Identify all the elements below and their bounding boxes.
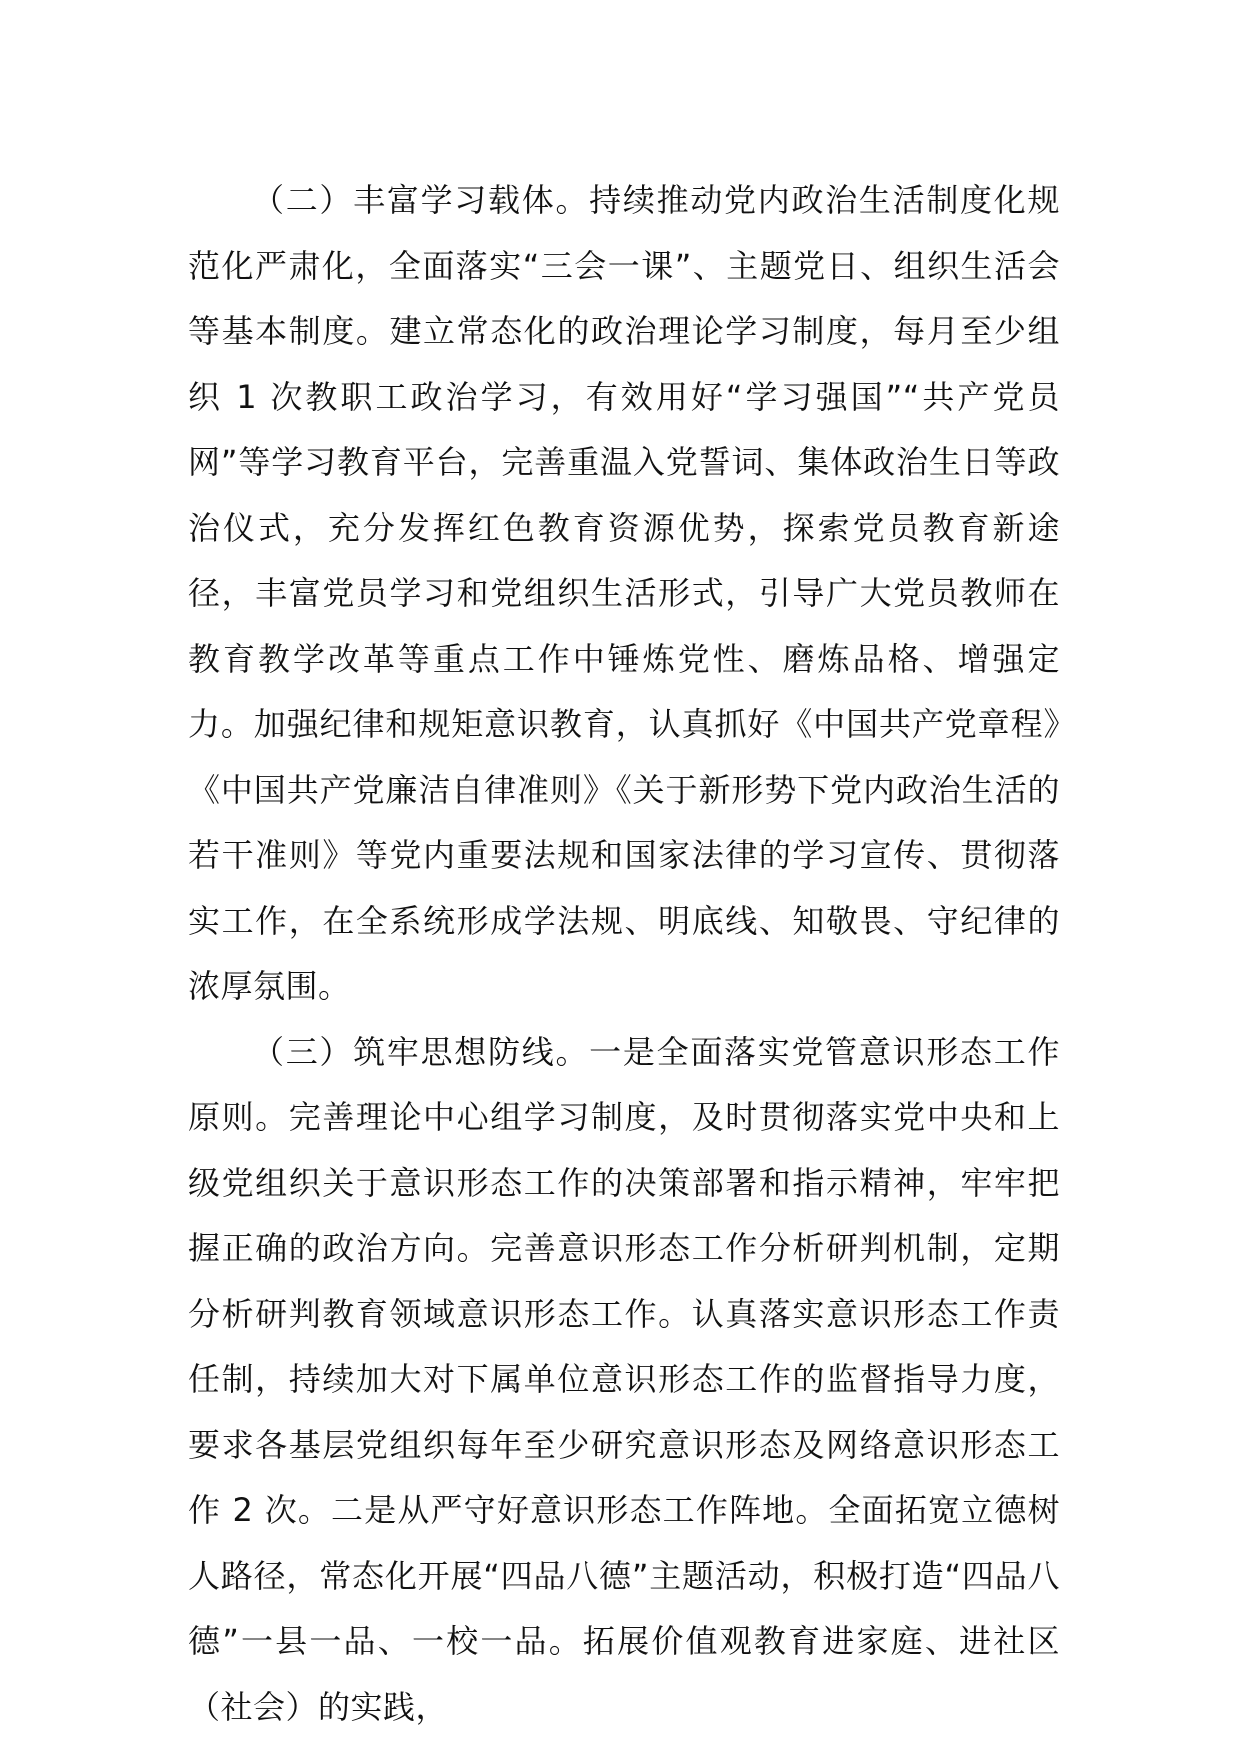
document-body <box>188 168 1060 1740</box>
paragraph-3-ideological-defense: （三）筑牢思想防线。一是全面落实党管意识形态工作原则。完善理论中心组学习制度，及时贯彻落实党中央和上级党组织关于意识形态工作的决策部署和指示精神，牢牢把握正确的政治方向。完善意识形态工作分析研判机制，定期分析研判教育领域意识形态工作。认真落实意识形态工作责任制，持续加大对下属单位意识形态工作的监督指导力度，要求各基层党组织每年至少研究意识形态及网络意识形态工作 2 次。二是从严守好意识形态工作阵地。全面拓宽立德树人路径，常态化开展“四品八德”主题活动，积极打造“四品八德”一县一品、一校一品。拓展价值观教育进家庭、进社区（社会）的实践， <box>188 1032 1060 1726</box>
paragraph-2-enrich-learning: （二）丰富学习载体。持续推动党内政治生活制度化规范化严肃化，全面落实“三会一课”、主题党日、组织生活会等基本制度。建立常态化的政治理论学习制度，每月至少组织 1 次教职工政治学习，有效用好“学习强国”“共产党员网”等学习教育平台，完善重温入党誓词、集体政治生日等政治仪式，充分发挥红色教育资源优势，探索党员教育新途径，丰富党员学习和党组织生活形式，引导广大党员教师在教育教学改革等重点工作中锤炼党性、磨炼品格、增强定力。加强纪律和规矩意识教育，认真抓好《中国共产党章程》《中国共产党廉洁自律准则》《关于新形势下党内政治生活的若干准则》等党内重要法规和国家法律的学习宣传、贯彻落实工作，在全系统形成学法规、明底线、知敬畏、守纪律的浓厚氛围。 <box>188 181 1060 1005</box>
